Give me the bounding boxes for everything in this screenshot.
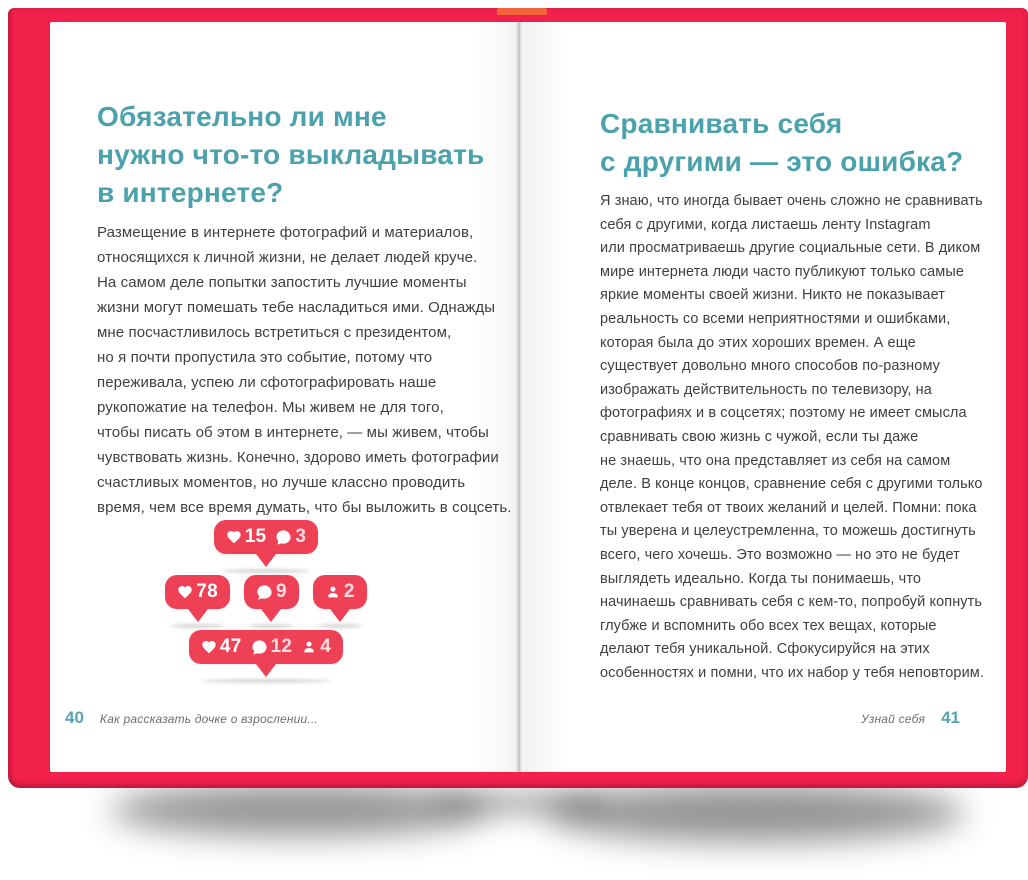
right-page [521, 22, 1006, 772]
text-line: переживала, успею ли сфотографировать наше [97, 374, 437, 391]
text-line: но я почти пропустила это событие, потому что [97, 349, 433, 366]
badge-row-bottom [189, 630, 343, 664]
text-line: время, чем все время думать, что бы выложить в соцсеть. [97, 499, 512, 516]
badge-row-top [214, 520, 319, 554]
left-page-footer [65, 708, 318, 728]
comment-counter [275, 526, 306, 548]
text-line: существует довольно много способов по-разному [600, 358, 941, 375]
text-line: ты уверена и целеустремленна, то можешь достигнуть [600, 523, 976, 540]
text-line: жизни могут помешать тебе насладиться ими. Однажды [97, 299, 496, 316]
comment-icon [256, 584, 273, 601]
comment-count: 3 [295, 526, 307, 547]
text-line: На самом деле попытки запостить лучшие моменты [97, 274, 467, 291]
left-page-body [97, 220, 512, 520]
like-count: 47 [219, 636, 242, 657]
book-shadow-left [110, 784, 490, 836]
like-counter [201, 636, 242, 658]
follower-count: 4 [320, 636, 332, 657]
text-line: Сравнивать себя [600, 108, 843, 139]
text-line: отвлекает тебя от твоих желаний и целей. Помни: пока [600, 499, 977, 516]
notification-badge [214, 520, 319, 554]
heart-icon [226, 529, 242, 545]
like-counter [177, 581, 218, 603]
text-line: Я знаю, что иногда бывает очень сложно не сравнивать [600, 193, 983, 209]
follower-count: 2 [343, 581, 355, 602]
notification-badge [165, 575, 230, 609]
like-count: 78 [196, 581, 218, 602]
person-icon [301, 639, 317, 655]
notification-badge [313, 575, 367, 609]
right-page-body [600, 190, 984, 685]
text-line: чтобы писать об этом в интернете, — мы живем, чтобы [97, 424, 489, 441]
text-line: изображать действительность по телевизору, на [600, 381, 932, 398]
text-line: яркие моменты своей жизни. Никто не показывает [600, 287, 946, 304]
text-line: фотографиях и в соцсетях; поэтому не имеет смысла [600, 405, 967, 422]
text-line: относящихся к личной жизни, не делает людей круче. [97, 249, 478, 266]
notification-badge [189, 630, 343, 664]
notification-badge [244, 575, 299, 609]
text-line: реальность со всеми неприятностями и ошибками, [600, 310, 951, 327]
social-notification-badges [66, 520, 466, 664]
comment-icon [275, 529, 292, 546]
text-line: в интернете? [97, 177, 284, 208]
text-line: начинаешь сравнивать себя с кем-то, попробуй копнуть [600, 594, 983, 611]
badge-row-middle [165, 575, 366, 609]
text-line: мне посчастливилось встретиться с президентом, [97, 324, 452, 341]
book-cover [8, 8, 1028, 788]
comment-count: 12 [270, 636, 293, 657]
heart-icon [201, 639, 217, 655]
comment-counter [256, 581, 287, 603]
right-page-heading [600, 105, 963, 181]
text-line: мире интернета люди часто публикуют только самые [600, 263, 965, 280]
left-page-heading [97, 98, 484, 212]
text-line: выглядеть идеально. Когда ты понимаешь, что [600, 570, 922, 587]
running-title: Как рассказать дочке о взрослении... [99, 712, 319, 726]
text-line: особенностях и помни, что их набор у тебя неповторим. [600, 664, 984, 681]
text-line: деле. В конце концов, сравнение себя с другими только [600, 476, 983, 493]
text-line: которая была до этих хороших времен. А еще [600, 334, 916, 351]
text-line: себя с другими, когда листаешь ленту Instagram [600, 216, 931, 233]
book-shadow-right [545, 784, 965, 842]
person-icon [325, 584, 341, 600]
text-line: глубже и вспомнить обо всех тех вещах, которые [600, 617, 937, 634]
running-title: Узнай себя [860, 712, 926, 726]
comment-counter [251, 636, 293, 658]
comment-icon [251, 639, 268, 656]
left-page [50, 22, 519, 772]
heart-icon [177, 584, 193, 600]
text-line: делают тебя уникальной. Сфокусируйся на этих [600, 641, 930, 658]
book-spine [514, 22, 524, 772]
comment-count: 9 [275, 581, 287, 602]
like-count: 15 [244, 526, 267, 547]
text-line: не знаешь, что она представляет из себя на самом [600, 452, 951, 469]
like-counter [226, 526, 267, 548]
text-line: Размещение в интернете фотографий и материалов, [97, 224, 474, 241]
text-line: рукопожатие на телефон. Мы живем не для того, [97, 399, 444, 416]
page-number: 41 [941, 708, 960, 727]
text-line: или просматриваешь другие социальные сети. В диком [600, 240, 981, 257]
follower-counter [301, 636, 331, 658]
spine-top-highlight [497, 8, 547, 15]
text-line: счастливых моментов, но лучше классно проводить [97, 474, 466, 491]
follower-counter [325, 581, 355, 603]
text-line: нужно что-то выкладывать [97, 139, 485, 170]
text-line: всего, чего хочешь. Это возможно — но это не будет [600, 546, 960, 563]
text-line: Обязательно ли мне [97, 101, 387, 132]
right-page-footer [861, 708, 960, 728]
page-number: 40 [65, 708, 84, 727]
text-line: сравнивать свою жизнь с чужой, если ты даже [600, 428, 919, 445]
text-line: чувствовать жизнь. Конечно, здорово иметь фотографии [97, 449, 499, 466]
text-line: с другими — это ошибка? [600, 146, 964, 177]
